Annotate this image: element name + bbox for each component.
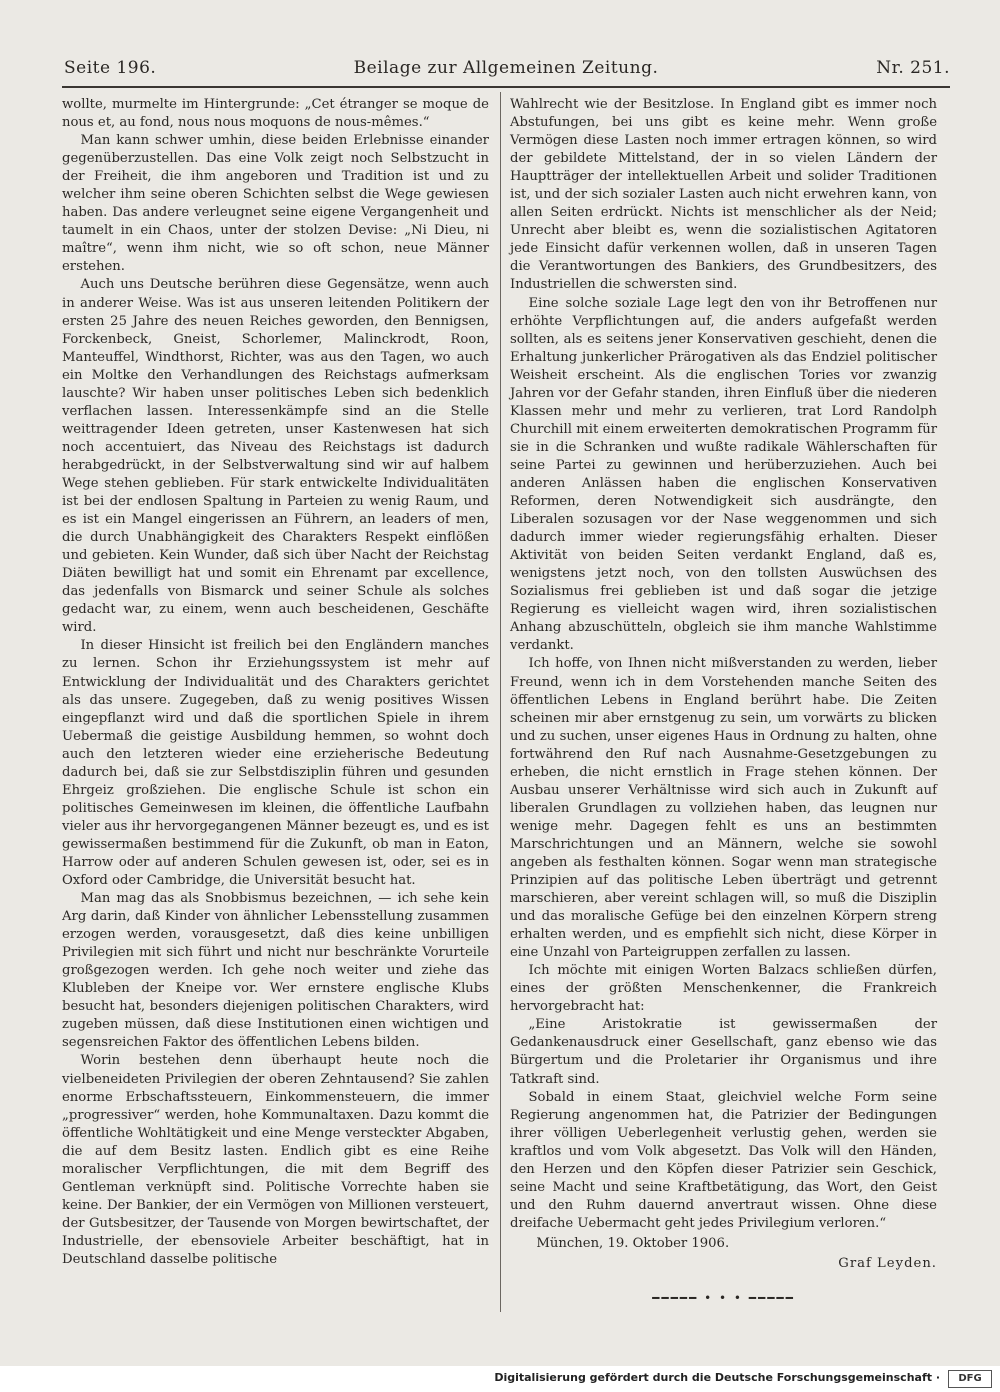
dfg-logo-icon: DFG xyxy=(948,1370,992,1388)
publication-title: Beilage zur Allgemeinen Zeitung. xyxy=(353,58,659,78)
paragraph: Ich hoffe, von Ihnen nicht mißverstanden zu werden, lieber Freund, wenn ich in dem Vorstehenden manche Seiten des öffentlichen Lebens in England berührt habe. Die Zeiten scheinen mir aber ernstgenug zu sein, um vorwärts zu blicken und zu suchen, unser eigenes Haus in Ordnung zu halten, ohne fortwährend den Ruf nach Ausnahme-Gesetzgebungen zu erheben, die nicht ernstlich in Frage stehen können. Der Ausbau unserer Verhältnisse wird sich auch in Zukunft auf liberalen Grundlagen zu vollziehen haben, das leugnen nur wenige mehr. Dagegen fehlt es uns an bestimmten Marschrichtungen und an Männern, welche sie sowohl angeben als festhalten können. Sogar wenn man strategische Prinzipien auf das politische Leben überträgt und getrennt marschieren, aber vereint schlagen will, so muß die Disziplin und das moralische Gefüge bei den einzelnen Körpern streng erhalten werden, und es empfiehlt sich nicht, diese Körper in eine Unzahl von Parteigruppen zerfallen zu lassen. xyxy=(510,656,937,961)
issue-number: Nr. 251. xyxy=(876,58,950,78)
digitization-footer xyxy=(0,1366,1000,1392)
right-column xyxy=(510,96,937,1307)
paragraph: In dieser Hinsicht ist freilich bei den Engländern manches zu lernen. Schon ihr Erziehungssystem ist mehr auf Entwicklung der Individualität und des Charakters gerichtet als das unsere. Zugegeben, daß zu wenig positives Wissen eingepflanzt wird und daß die sportlichen Spiele in ihrem Uebermaß die geistige Ausbildung hemmen, so wohnt doch auch den letzteren wieder eine erzieherische Bedeutung dadurch bei, daß sie zur Selbstdisziplin führen und gesunden Ehrgeiz großziehen. Die englische Schule ist schon ein politisches Gemeinwesen im kleinen, die öffentliche Laufbahn vieler aus ihr hervorgegangenen Männer bezeugt es, und es ist gewissermaßen bestimmend für die Zukunft, ob man in Eaton, Harrow oder auf anderen Schulen gewesen ist, oder, sei es in Oxford oder Cambridge, die Universität besucht hat. xyxy=(62,638,489,889)
newspaper-page xyxy=(62,52,950,1322)
signature: Graf Leyden. xyxy=(838,1256,937,1271)
paragraph: Ich möchte mit einigen Worten Balzacs schließen dürfen, eines der größten Menschenkenner, die Frankreich hervorgebracht hat: xyxy=(510,963,937,1015)
header-rule xyxy=(62,86,950,88)
page-header xyxy=(62,58,950,80)
page-number: Seite 196. xyxy=(64,58,157,78)
paragraph: wollte, murmelte im Hintergrunde: „Cet étranger se moque de nous et, au fond, nous nous moquons de nous-mêmes.“ xyxy=(62,97,489,131)
left-column xyxy=(62,96,489,1269)
paragraph: Man mag das als Snobbismus bezeichnen, — ich sehe kein Arg darin, daß Kinder von ähnlicher Lebensstellung zusammen erzogen werden, vorausgesetzt, daß dies keine unbilligen Privilegien mit sich führt und nicht nur beschränkte Vorurteile großgezogen werden. Ich gehe noch weiter und ziehe das Klubleben der Kneipe vor. Wer ernstere englische Klubs besucht hat, besonders diejenigen politischen Charakters, wird zugeben müssen, daß diese Institutionen einen wichtigen und segensreichen Faktor des öffentlichen Lebens bilden. xyxy=(62,891,489,1051)
dateline: München, 19. Oktober 1906. xyxy=(536,1235,730,1251)
paragraph: Worin bestehen denn überhaupt heute noch die vielbeneideten Privilegien der oberen Zehntausend? Sie zahlen enorme Erbschaftssteuern, Einkommensteuern, die immer „progressiver“ werden, hohe Kommunaltaxen. Dazu kommt die öffentliche Wohltätigkeit und eine Menge versteckter Abgaben, die auf dem Besitz lasten. Endlich gibt es eine Reihe moralischer Verpflichtungen, die mit dem Begriff des Gentleman verknüpft sind. Politische Vorrechte haben sie keine. Der Bankier, der ein Vermögen von Millionen versteuert, der Gutsbesitzer, der Tausende von Morgen bewirtschaftet, der Industrielle, der ebensoviele Arbeiter beschäftigt, hat in Deutschland dasselbe politische xyxy=(62,1053,489,1267)
paragraph: „Eine Aristokratie ist gewissermaßen der Gedankenausdruck einer Gesellschaft, ganz ebenso wie das Bürgertum und die Proletarier ihr Organismus und ihre Tatkraft sind. xyxy=(510,1017,937,1087)
paragraph: Sobald in einem Staat, gleichviel welche Form seine Regierung angenommen hat, die Patrizier der Bedingungen ihrer völligen Ueberlegenheit verlustig gehen, werden sie kraftlos und vom Volk abgesetzt. Das Volk will den Händen, den Herzen und den Köpfen dieser Patrizier sein Geschick, seine Macht und seine Kraftbetätigung, das Wort, den Geist und den Ruhm dauernd anvertraut wissen. Ohne diese dreifache Uebermacht geht jedes Privilegium verloren.“ xyxy=(510,1089,937,1231)
funding-credit: Digitalisierung gefördert durch die Deutsche Forschungsgemeinschaft · xyxy=(494,1371,940,1384)
paragraph: Auch uns Deutsche berühren diese Gegensätze, wenn auch in anderer Weise. Was ist aus unseren leitenden Politikern der ersten 25 Jahre des neuen Reiches geworden, den Bennigsen, Forckenbeck, Gneist, Schorlemer, Malinckrodt, Roon, Manteuffel, Windthorst, Richter, was aus den Tagen, wo auch ein Moltke den Verhandlungen des Reichstags aufmerksam lauschte? Wir haben unser politisches Leben sich bedenklich verflachen lassen. Interessenkämpfe sind an die Stelle weittragender Ideen getreten, unser Kastenwesen hat sich noch accentuiert, das Niveau des Reichstags ist dadurch herabgedrückt, in der Selbstverwaltung sind wir auf halbem Wege stehen geblieben. Für stark entwickelte Individualitäten ist bei der endlosen Spaltung in Parteien zu wenig Raum, und es ist ein Mangel eingerissen an Führern, an leaders of men, die durch Unabhängigkeit des Charakters Respekt einflößen und gebieten. Kein Wunder, daß sich über Nacht der Reichstag Diäten bewilligt hat und somit ein Ehrenamt par excellence, das jedenfalls von Bismarck und seiner Schule als solches gedacht war, zu einem, wenn auch bescheidenen, Geschäfte wird. xyxy=(62,277,489,636)
paragraph: Man kann schwer umhin, diese beiden Erlebnisse einander gegenüberzustellen. Das eine Volk zeigt noch Selbstzucht in der Freiheit, die ihm angeboren und Tradition ist und zu welcher ihm seine oberen Schichten selbst die Wege gewiesen haben. Das andere verleugnet seine eigene Vergangenheit und taumelt in ein Chaos, unter der stolzen Devise: „Ni Dieu, ni maître“, wenn ihm nicht, wie so oft schon, neue Männer erstehen. xyxy=(62,133,489,275)
paragraph: Wahlrecht wie der Besitzlose. In England gibt es immer noch Abstufungen, bei uns gibt es keine mehr. Wenn große Vermögen diese Lasten noch immer ertragen können, so wird der gebildete Mittelstand, der in so vielen Ländern der Hauptträger der intellektuellen Arbeit und solider Traditionen ist, und der sich sozialer Lasten auch nicht erwehren kann, von allen Seiten erdrückt. Nichts ist menschlicher als der Neid; Unrecht aber bleibt es, wenn die sozialistischen Agitatoren jede Einsicht dafür verkennen wollen, daß in unseren Tagen die Verantwortungen des Bankiers, des Grundbesitzers, des Industriellen die schwersten sind. xyxy=(510,97,937,293)
column-divider xyxy=(500,92,501,1312)
end-ornament: ━━━━━ • • • ━━━━━ xyxy=(652,1291,795,1306)
paragraph: Eine solche soziale Lage legt den von ihr Betroffenen nur erhöhte Verpflichtungen auf, die anders aufgefaßt werden sollten, als es seitens jener Konservativen geschieht, denen die Erhaltung junkerlicher Prärogativen als das Endziel politischer Weisheit erscheint. Als die englischen Tories vor zwanzig Jahren vor der Gefahr standen, ihren Einfluß über die niederen Klassen mehr und mehr zu verlieren, trat Lord Randolph Churchill mit einem erweiterten demokratischen Programm für sie in die Schranken und wußte radikale Wählerschaften für seine Partei zu gewinnen und herüberzuziehen. Auch bei anderen Anlässen haben die englischen Konservativen Reformen, deren Notwendigkeit sich ausdrängte, den Liberalen sozusagen vor der Nase weggenommen und sich dadurch immer wieder regierungsfähig erhalten. Dieser Aktivität von beiden Seiten verdankt England, daß es, wenigstens jetzt noch, von den tollsten Auswüchsen des Sozialismus frei geblieben ist und daß sogar die jetzige Regierung es vielleicht wagen wird, ihren sozialistischen Anhang abzuschütteln, obgleich sie ihm manche Wahlstimme verdankt. xyxy=(510,295,937,654)
